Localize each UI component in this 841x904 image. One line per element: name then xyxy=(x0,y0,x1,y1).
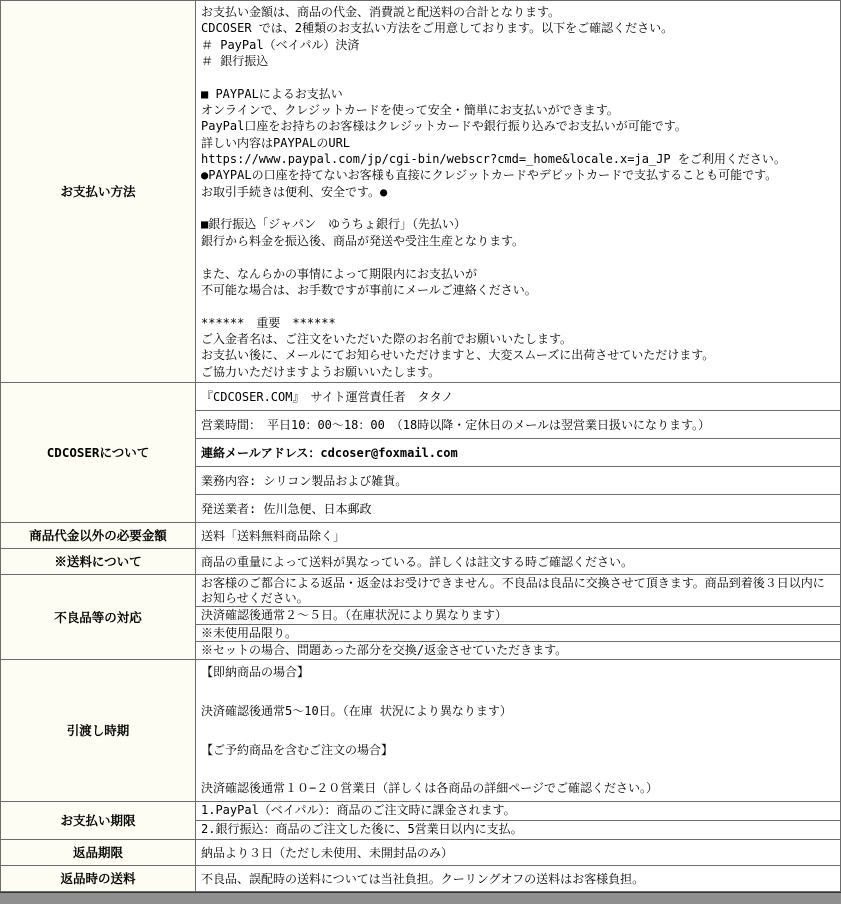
row-header-extra-fees: 商品代金以外の必要金額 xyxy=(1,523,196,548)
text-line: 銀行から料金を振込後、商品が発送や受注生産となります。 xyxy=(201,233,525,248)
text-line: PayPal口座をお持ちのお客様はクレジットカードや銀行振り込みでお支払いが可能です。 xyxy=(201,119,687,134)
row-header-defective-items: 不良品等の対応 xyxy=(1,575,196,659)
content-subcell: 送料「送料無料商品除く」 xyxy=(201,528,346,543)
text-line: また、なんらかの事情によって期限内にお支払いが xyxy=(201,266,478,281)
table-row-payment-method xyxy=(1,1,840,383)
text-line xyxy=(201,249,835,265)
table-row-defective-items xyxy=(1,575,840,660)
text-line: 決済確認後通常5〜10日。（在庫 状況により異なります） xyxy=(201,703,512,718)
content-subcell: 商品の重量によって送料が異なっている。詳しくは註文する時ご確認ください。 xyxy=(201,554,634,569)
content-lines xyxy=(196,660,840,801)
content-subcell: 発送業者: 佐川急便、日本郵政 xyxy=(201,501,372,516)
content-subcell: 業務内容: シリコン製品および雑貨。 xyxy=(196,467,840,495)
row-content-return-shipping xyxy=(196,866,840,891)
row-header-return-shipping: 返品時の送料 xyxy=(1,866,196,891)
row-header-payment-method: お支払い方法 xyxy=(1,1,196,382)
content-subcell: 不良品、誤配時の送料については当社負担。クーリングオフの送料はお客様負担。 xyxy=(201,871,645,886)
text-line: 【ご予約商品を含むご注文の場合】 xyxy=(201,742,394,757)
row-header-delivery-time: 引渡し時期 xyxy=(1,660,196,801)
table-row-delivery-time xyxy=(1,660,840,802)
content-subcell: ※セットの場合、問題あった部分を交換/返金させていただきます。 xyxy=(201,643,568,658)
row-content-return-deadline xyxy=(196,840,840,865)
footer-bar xyxy=(0,892,841,904)
row-content-payment-method xyxy=(196,1,840,382)
text-line xyxy=(201,721,835,740)
table-row-payment-deadline xyxy=(1,802,840,840)
table-row-about-cdcoser xyxy=(1,383,840,523)
content-subcell: 納品より３日（ただし未使用、未開封品のみ） xyxy=(201,845,454,860)
text-line: ■ PAYPALによるお支払い xyxy=(201,86,343,101)
content-subcell: 1.PayPal（ベイパル）：商品のご注文時に課金されます。 xyxy=(196,802,840,821)
text-line: ご入金者名は、ご注文をいただいた際のお名前でお願いいたします。 xyxy=(201,331,573,346)
row-content-extra-fees xyxy=(196,523,840,548)
text-line: 【即納商品の場合】 xyxy=(201,664,310,679)
text-line: CDCOSER では、2種類のお支払い方法をご用意しております。以下をご確認ください。 xyxy=(201,21,674,36)
text-line: ■銀行振込「ジャパン ゆうちょ銀行」（先払い） xyxy=(201,217,466,232)
row-content-payment-deadline xyxy=(196,802,840,839)
text-line: ＃ PayPal（ベイパル）決済 xyxy=(201,37,360,52)
content-subcell: 連絡メールアドレス：cdcoser@foxmail.com xyxy=(196,439,840,467)
content-subcell: 2.銀行振込：商品のご注文した後に、5営業日以内に支払。 xyxy=(201,821,523,836)
text-line: ****** 重要 ****** xyxy=(201,315,336,330)
row-content-delivery-time xyxy=(196,660,840,801)
text-line xyxy=(201,200,835,216)
table-row-return-shipping xyxy=(1,866,840,892)
row-content-defective-items xyxy=(196,575,840,659)
text-line: オンラインで、クレジットカードを使って安全・簡単にお支払いができます。 xyxy=(201,103,619,118)
text-line: お支払い後に、メールにてお知らせいただけますと、大変スムーズに出荷させていただけます。 xyxy=(201,348,715,363)
content-subcell: 営業時間： 平日10：00〜18：00 （18時以降・定休日のメールは翌営業日扱いになります。） xyxy=(196,411,840,439)
text-line xyxy=(201,760,835,779)
content-subcell: 『CDCOSER.COM』 サイト運営責任者 タタノ xyxy=(196,383,840,411)
row-header-about-cdcoser: CDCOSERについて xyxy=(1,383,196,522)
text-line xyxy=(201,682,835,701)
content-subcell: ※未使用品限り。 xyxy=(196,625,840,643)
text-line: お取引手続きは便利、安全です。● xyxy=(201,184,388,199)
text-line: お支払い金額は、商品の代金、消費説と配送料の合計となります。 xyxy=(201,5,561,19)
content-lines xyxy=(196,1,840,382)
text-line: ●PAYPALの口座を持てないお客様も直接にクレジットカードやデビットカードで支払することも可能です。 xyxy=(201,168,778,183)
table-row-extra-fees xyxy=(1,523,840,549)
row-content-about-cdcoser xyxy=(196,383,840,522)
table-row-return-deadline xyxy=(1,840,840,866)
row-header-payment-deadline: お支払い期限 xyxy=(1,802,196,839)
row-header-return-deadline: 返品期限 xyxy=(1,840,196,865)
text-line xyxy=(201,298,835,314)
text-line: ＃ 銀行振込 xyxy=(201,54,269,69)
text-line: https://www.paypal.com/jp/cgi-bin/webscr?cmd=_home&locale.x=ja_JP をご利用ください。 xyxy=(201,152,786,167)
text-line: 詳しい内容はPAYPALのURL xyxy=(201,135,351,150)
text-line xyxy=(201,69,835,85)
text-line: ご協力いただけますようお願いいたします。 xyxy=(201,364,441,379)
row-header-shipping-note: ※送料について xyxy=(1,549,196,574)
content-subcell: お客様のご都合による返品・返金はお受けできません。不良品は良品に交換させて頂きます。商品到着後３日以内にお知らせください。 xyxy=(196,575,840,607)
row-content-shipping-note xyxy=(196,549,840,574)
content-subcell: 決済確認後通常２〜５日。（在庫状況により異なります） xyxy=(196,607,840,625)
text-line: 不可能な場合は、お手数ですが事前にメールご連絡ください。 xyxy=(201,282,537,297)
text-line: 決済確認後通常１０−２０営業日（詳しくは各商品の詳細ページでご確認ください。） xyxy=(201,781,658,796)
table-row-shipping-note xyxy=(1,549,840,575)
